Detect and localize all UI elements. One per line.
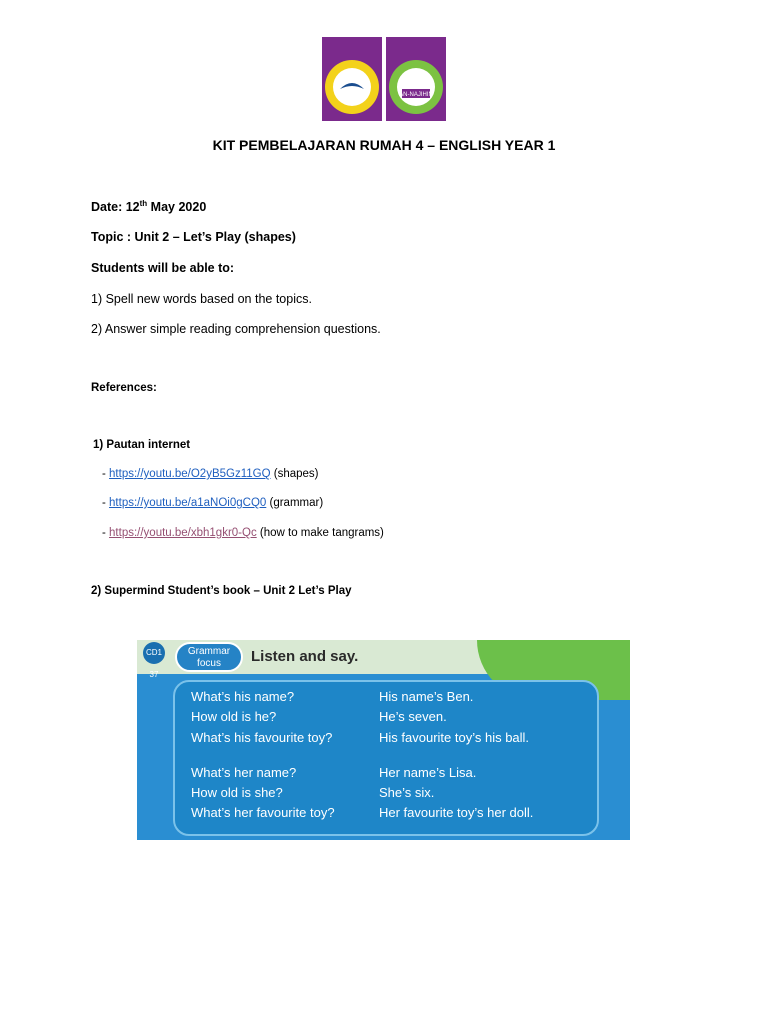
- link-note: (how to make tangrams): [256, 527, 384, 539]
- date-label: Date: 12: [91, 200, 140, 215]
- cd-track-icon: CD1 37: [143, 642, 165, 664]
- answer-text: Her favourite toy’s her doll.: [379, 805, 534, 820]
- document-title: KIT PEMBELAJARAN RUMAH 4 – ENGLISH YEAR 1: [212, 137, 556, 153]
- question-text: What’s her favourite toy?: [191, 805, 335, 820]
- question-text: How old is she?: [191, 785, 283, 800]
- date-line: [91, 199, 206, 214]
- topic-line: Topic : Unit 2 – Let’s Play (shapes): [91, 230, 296, 244]
- answer-text: He’s seven.: [379, 709, 447, 724]
- youtube-link-grammar[interactable]: https://youtu.be/a1aNOi0gCQ0: [109, 497, 267, 509]
- textbook-excerpt-image: [137, 640, 630, 840]
- link-dash: -: [102, 497, 110, 509]
- link-dash: -: [102, 527, 110, 539]
- answer-text: Her name’s Lisa.: [379, 765, 477, 780]
- references-heading: References:: [91, 382, 157, 394]
- excerpt-instruction: Listen and say.: [251, 648, 359, 665]
- right-logo-text: AN-NAJIHIN: [399, 92, 433, 98]
- answer-text: His favourite toy’s his ball.: [379, 730, 530, 745]
- date-value: May 2020: [147, 200, 207, 215]
- book-heading: 2) Supermind Student’s book – Unit 2 Let’s Play: [91, 585, 352, 597]
- internet-heading: 1) Pautan internet: [93, 439, 191, 451]
- question-text: How old is he?: [191, 709, 277, 724]
- question-text: What’s her name?: [191, 765, 297, 780]
- answer-text: She’s six.: [379, 785, 435, 800]
- link-note: (shapes): [270, 468, 319, 480]
- objectives-heading: Students will be able to:: [91, 261, 235, 275]
- question-text: What’s his favourite toy?: [191, 730, 333, 745]
- left-logo-inner: [333, 68, 371, 106]
- grammar-focus-badge: Grammar focus: [175, 642, 243, 672]
- reference-link-row: [102, 497, 323, 509]
- objective-item: 2) Answer simple reading comprehension questions.: [91, 322, 381, 336]
- right-logo-inner: [397, 68, 435, 106]
- reference-link-row: [102, 527, 384, 539]
- youtube-link-tangrams[interactable]: https://youtu.be/xbh1gkr0-Qc: [109, 527, 257, 539]
- answer-text: His name’s Ben.: [379, 689, 474, 704]
- link-note: (grammar): [266, 497, 324, 509]
- link-dash: -: [102, 468, 110, 480]
- youtube-link-shapes[interactable]: https://youtu.be/O2yB5Gz11GQ: [109, 468, 271, 480]
- school-logos: [322, 37, 446, 121]
- question-text: What’s his name?: [191, 689, 295, 704]
- objective-item: 1) Spell new words based on the topics.: [91, 292, 312, 306]
- date-superscript: th: [139, 199, 148, 208]
- reference-link-row: [102, 468, 318, 480]
